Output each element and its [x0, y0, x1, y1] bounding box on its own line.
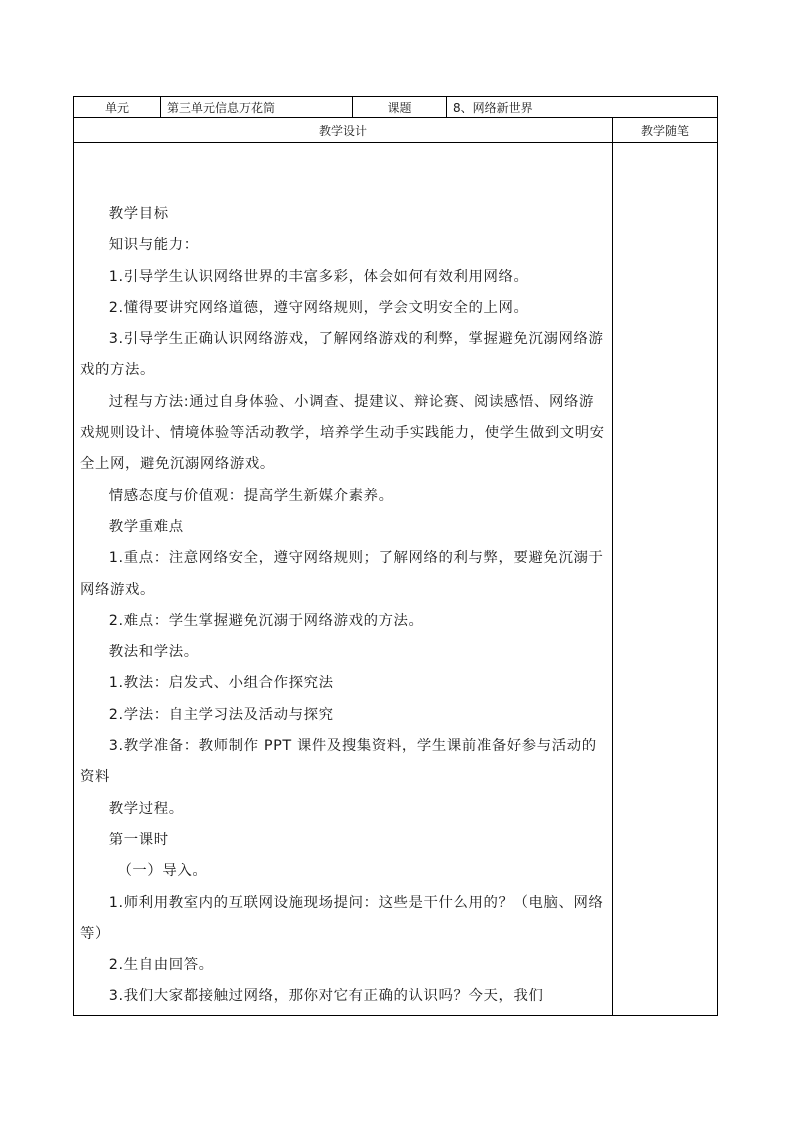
learning-method: 2.学法：自主学习法及活动与探究: [108, 706, 334, 723]
process-method: 过程与方法:通过自身体验、小调查、提建议、辩论赛、阅读感悟、网络游戏规则设计、情境体验等活动教学，培养学生动手实践能力，使学生做到文明安全上网，避免沉溺网络游戏。: [80, 393, 605, 473]
process-heading: 教学过程。: [108, 800, 184, 817]
section-row: [74, 118, 718, 143]
body-row: [74, 143, 718, 1016]
unit-value: 第三单元信息万花筒: [161, 97, 353, 118]
design-content: [74, 143, 612, 1015]
teaching-method: 1.教法：启发式、小组合作探究法: [108, 675, 334, 692]
topic-value: 8、网络新世界: [447, 97, 718, 118]
knowledge-heading: 知识与能力：: [108, 237, 199, 254]
objective-1: 1.引导学生认识网络世界的丰富多彩，体会如何有效利用网络。: [108, 268, 529, 285]
notes-cell: [613, 143, 718, 1016]
first-lesson-heading: 第一课时: [108, 831, 169, 848]
difficult-point: 2.难点：学生掌握避免沉溺于网络游戏的方法。: [108, 612, 424, 629]
notes-area: [613, 143, 717, 1015]
design-cell: [74, 143, 613, 1016]
header-row: [74, 97, 718, 118]
key-points-heading: 教学重难点: [108, 518, 184, 535]
notes-heading: 教学随笔: [613, 118, 718, 143]
intro-heading: （一）导入。: [117, 863, 208, 880]
intro-step-2: 2.生自由回答。: [108, 957, 214, 974]
unit-label: 单元: [74, 97, 161, 118]
methods-heading: 教法和学法。: [108, 644, 199, 661]
attitude-values: 情感态度与价值观：提高学生新媒介素养。: [108, 487, 394, 504]
objectives-heading: 教学目标: [108, 206, 169, 222]
key-point: 1.重点：注意网络安全，遵守网络规则；了解网络的利与弊，要避免沉溺于网络游戏。: [80, 550, 604, 598]
intro-step-3: 3.我们大家都接触过网络，那你对它有正确的认识吗？今天，我们: [108, 988, 544, 1005]
preparation: 3.教学准备：教师制作 PPT 课件及搜集资料，学生课前准备好参与活动的资料: [80, 738, 597, 786]
lesson-text: [74, 143, 612, 1013]
objective-3: 3.引导学生正确认识网络游戏，了解网络游戏的利弊，掌握避免沉溺网络游戏的方法。: [80, 331, 604, 379]
lesson-plan-table: [73, 96, 718, 1016]
intro-step-1: 1.师利用教室内的互联网设施现场提问：这些是干什么用的？（电脑、网络等）: [80, 894, 604, 942]
lesson-plan-sheet: [73, 96, 717, 1018]
topic-label: 课题: [353, 97, 447, 118]
objective-2: 2.懂得要讲究网络道德，遵守网络规则，学会文明安全的上网。: [108, 299, 529, 316]
design-heading: 教学设计: [74, 118, 613, 143]
